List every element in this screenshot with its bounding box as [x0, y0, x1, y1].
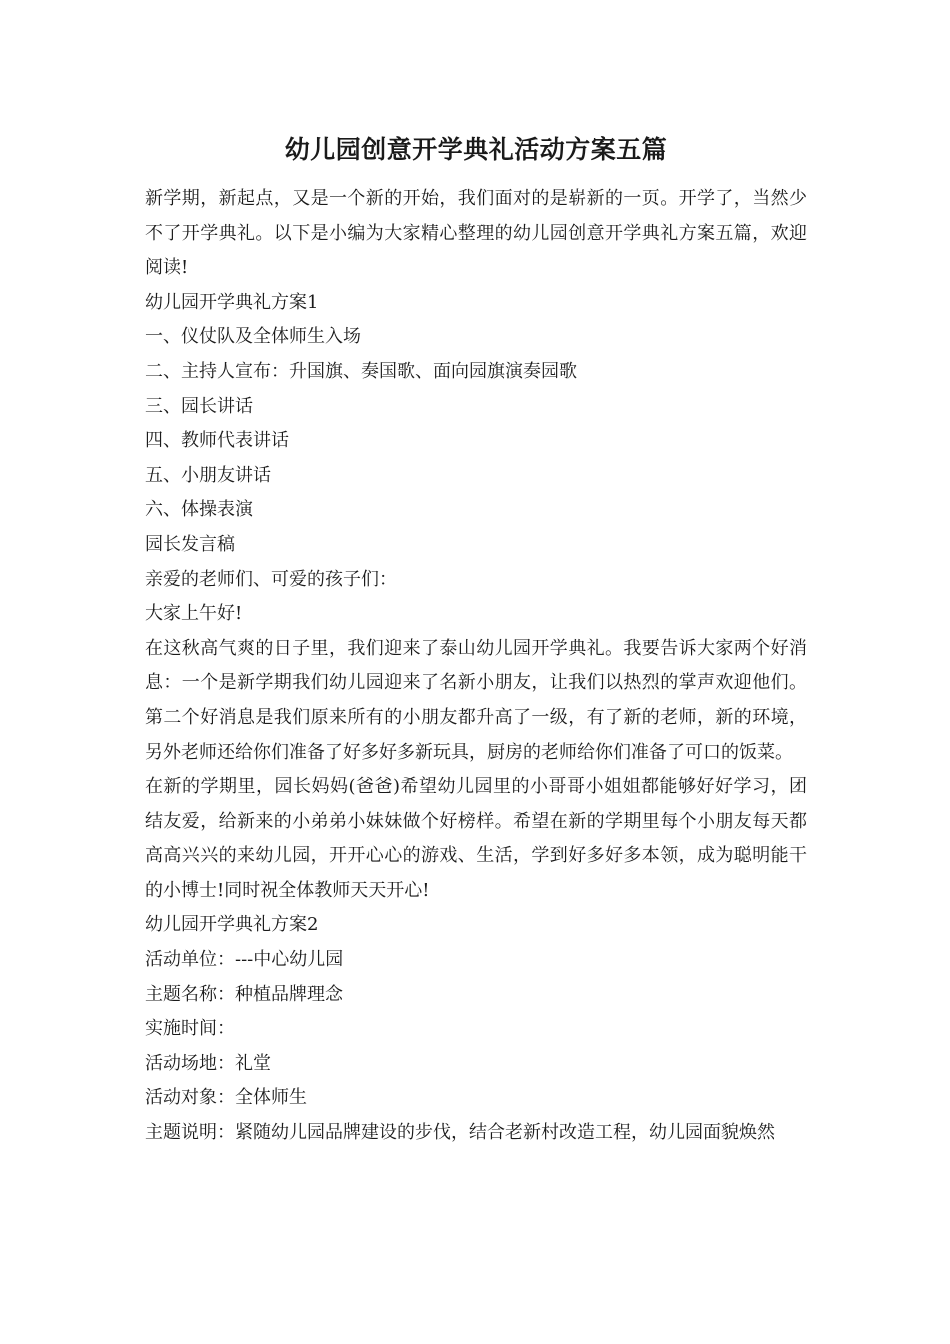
section-heading-plan-2: 幼儿园开学典礼方案2: [145, 914, 319, 936]
list-item: 一、仪仗队及全体师生入场: [145, 326, 361, 348]
intro-paragraph: 新学期，新起点，又是一个新的开始，我们面对的是崭新的一页。开学了，当然少不了开学典礼。以下是小编为大家精心整理的幼儿园创意开学典礼方案五篇，欢迎阅读!: [145, 188, 807, 279]
document-page: [145, 128, 807, 1151]
list-item: 六、体操表演: [145, 499, 253, 521]
speech-paragraph: 在新的学期里，园长妈妈(爸爸)希望幼儿园里的小哥哥小姐姐都能够好好学习，团结友爱，给新来的小弟弟小妹妹做个好榜样。希望在新的学期里每个小朋友每天都高高兴兴的来幼儿园，开开心心的游戏、生活，学到好多好多本领，成为聪明能干的小博士!同时祝全体教师天天开心!: [145, 776, 807, 901]
detail-line: 活动单位：---中心幼儿园: [145, 949, 344, 971]
detail-line: 活动场地：礼堂: [145, 1052, 271, 1074]
section-heading-plan-1: 幼儿园开学典礼方案1: [145, 291, 319, 313]
list-item: 四、教师代表讲话: [145, 430, 289, 452]
list-item: 五、小朋友讲话: [145, 464, 271, 486]
detail-line: 主题说明：紧随幼儿园品牌建设的步伐，结合老新村改造工程，幼儿园面貌焕然: [145, 1122, 775, 1144]
speech-heading: 园长发言稿: [145, 533, 235, 555]
speech-salutation: 亲爱的老师们、可爱的孩子们：: [145, 568, 397, 590]
detail-line: 主题名称：种植品牌理念: [145, 983, 343, 1005]
detail-line: 活动对象：全体师生: [145, 1087, 307, 1109]
speech-greeting: 大家上午好!: [145, 603, 243, 625]
list-item: 二、主持人宣布：升国旗、奏国歌、面向园旗演奏园歌: [145, 360, 577, 382]
document-body: [145, 182, 807, 1151]
speech-paragraph: 在这秋高气爽的日子里，我们迎来了泰山幼儿园开学典礼。我要告诉大家两个好消息：一个是新学期我们幼儿园迎来了名新小朋友，让我们以热烈的掌声欢迎他们。第二个好消息是我们原来所有的小朋友都升高了一级，有了新的老师，新的环境，另外老师还给你们准备了好多好多新玩具，厨房的老师给你们准备了可口的饭菜。: [145, 637, 807, 763]
detail-line: 实施时间：: [145, 1018, 235, 1040]
list-item: 三、园长讲话: [145, 395, 253, 417]
document-title: 幼儿园创意开学典礼活动方案五篇: [284, 135, 668, 164]
